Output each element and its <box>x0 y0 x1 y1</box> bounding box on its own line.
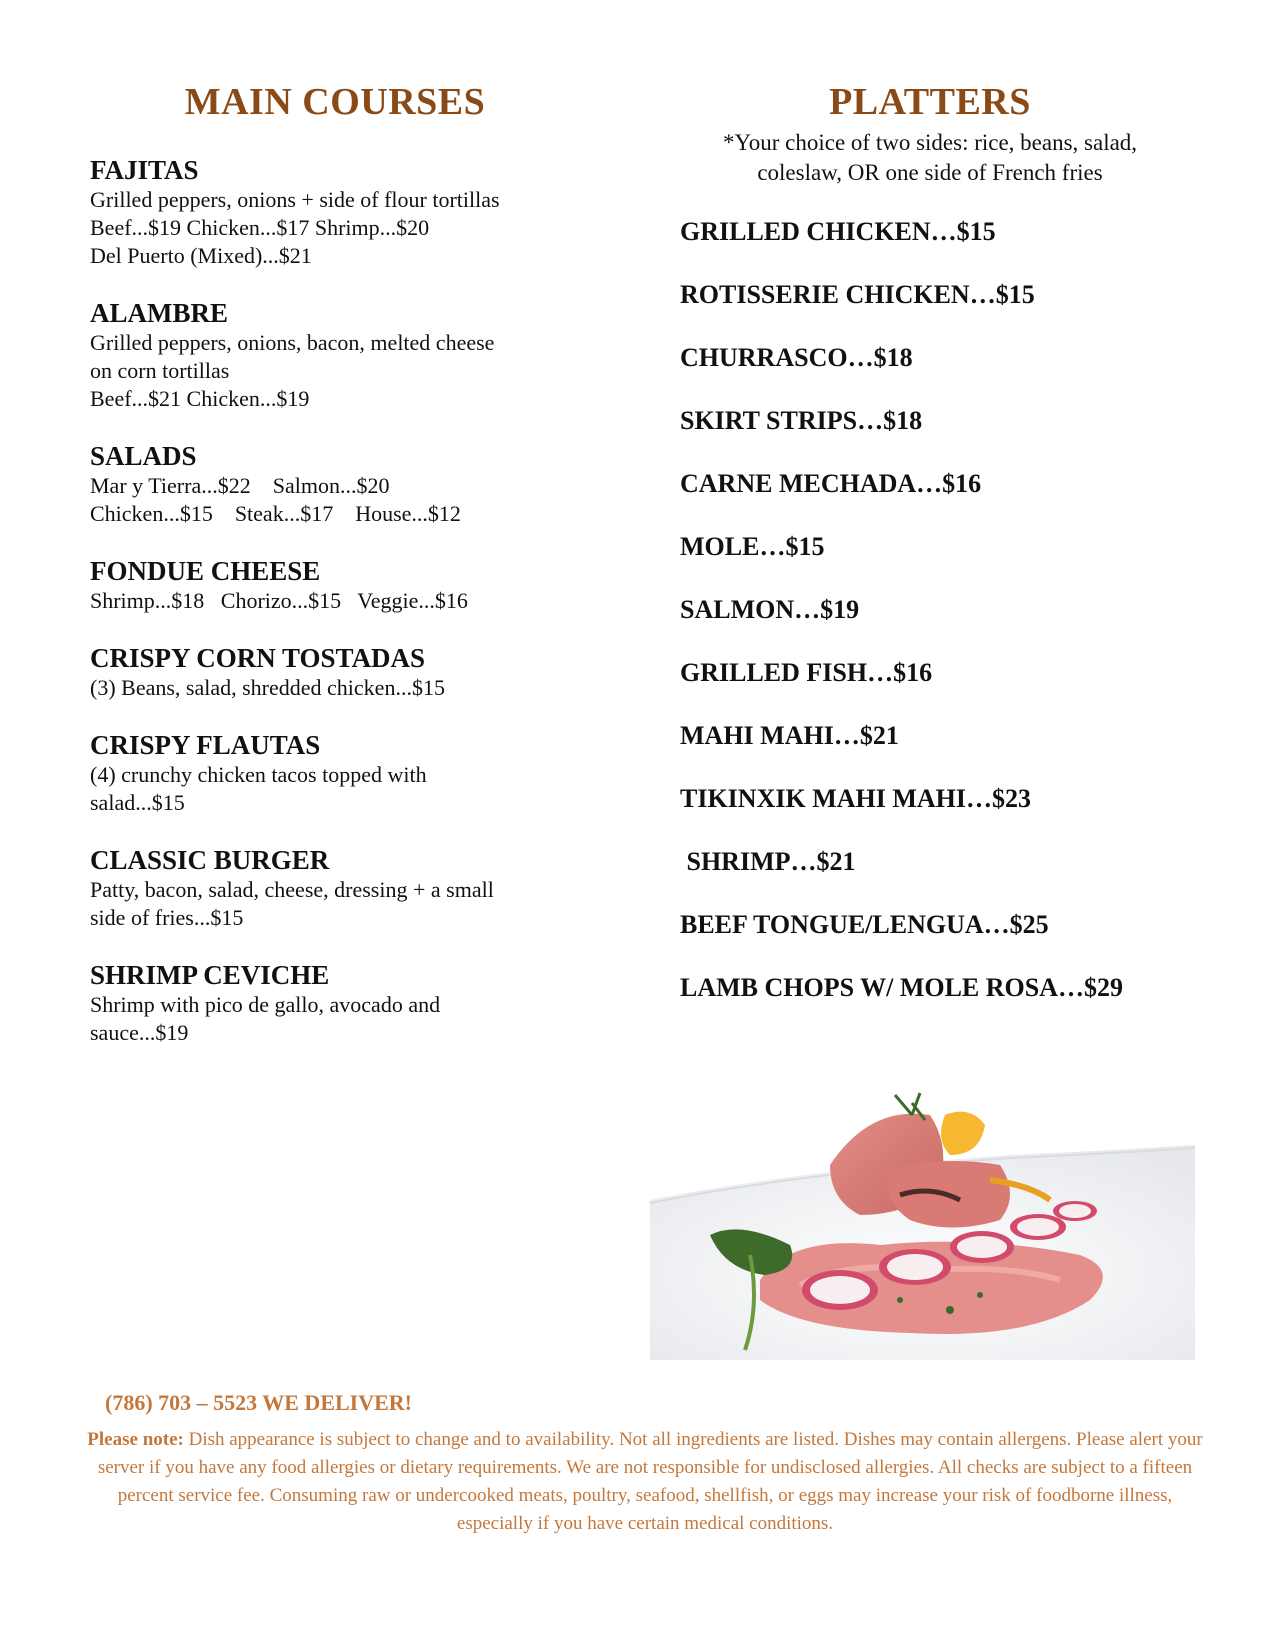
section-title: CLASSIC BURGER <box>90 845 330 875</box>
platters-sides-note: *Your choice of two sides: rice, beans, salad, coleslaw, OR one side of French fries <box>722 130 1138 185</box>
platter-item: BEEF TONGUE/LENGUA…$25 <box>680 910 1049 939</box>
section-line: Grilled peppers, onions + side of flour tortillas <box>90 187 500 212</box>
section-line: Beef...$19 Chicken...$17 Shrimp...$20 <box>90 215 430 240</box>
platter-item: SHRIMP…$21 <box>680 847 856 876</box>
section-title: FONDUE CHEESE <box>90 556 321 586</box>
disclaimer-label: Please note: <box>87 1429 184 1450</box>
disclaimer-text: Dish appearance is subject to change and to availability. Not all ingredients are listed. Dishes may contain allergens. Please alert your server if you have any food allergies or dietary requirements. We are not responsible for undisclosed allergies. All checks are subject to a fifteen percent service fee. Consuming raw or undercooked meats, poultry, seafood, shellfish, or eggs may increase your risk of foodborne illness, especially if you have certain medical conditions. <box>97 1429 1203 1534</box>
disclaimer-note <box>80 1426 1210 1538</box>
section-line: on corn tortillas <box>90 358 230 383</box>
section-line: Chicken...$15 Steak...$17 House...$12 <box>90 501 461 526</box>
menu-section-classic-burger <box>90 844 610 932</box>
section-title: CRISPY FLAUTAS <box>90 730 321 760</box>
platter-item: SKIRT STRIPS…$18 <box>680 406 923 435</box>
main-courses-column <box>90 80 610 1074</box>
platter-item: LAMB CHOPS W/ MOLE ROSA…$29 <box>680 973 1124 1002</box>
section-line: Shrimp...$18 Chorizo...$15 Veggie...$16 <box>90 588 468 613</box>
menu-section-crispy-corn-tostadas <box>90 642 610 702</box>
dish-photo <box>650 1085 1195 1360</box>
menu-section-salads <box>90 440 610 528</box>
platter-item: GRILLED CHICKEN…$15 <box>680 217 996 246</box>
section-title: SALADS <box>90 441 197 471</box>
section-line: side of fries...$15 <box>90 905 244 930</box>
menu-section-shrimp-ceviche <box>90 959 610 1047</box>
platter-item: CARNE MECHADA…$16 <box>680 469 982 498</box>
platters-heading: PLATTERS <box>829 81 1031 123</box>
platter-item: MOLE…$15 <box>680 532 825 561</box>
section-line: Shrimp with pico de gallo, avocado and <box>90 992 441 1017</box>
menu-section-fondue-cheese <box>90 555 610 615</box>
delivery-phone: (786) 703 – 5523 WE DELIVER! <box>105 1390 413 1415</box>
section-line: Del Puerto (Mixed)...$21 <box>90 243 312 268</box>
menu-section-fajitas <box>90 154 610 270</box>
section-line: Mar y Tierra...$22 Salmon...$20 <box>90 473 390 498</box>
section-line: Patty, bacon, salad, cheese, dressing + a small <box>90 877 494 902</box>
section-title: FAJITAS <box>90 155 199 185</box>
platter-item: GRILLED FISH…$16 <box>680 658 933 687</box>
section-line: Beef...$21 Chicken...$19 <box>90 386 310 411</box>
platter-item: MAHI MAHI…$21 <box>680 721 899 750</box>
main-courses-heading: MAIN COURSES <box>184 81 486 123</box>
section-line: salad...$15 <box>90 790 185 815</box>
section-line: sauce...$19 <box>90 1020 189 1045</box>
section-title: CRISPY CORN TOSTADAS <box>90 643 426 673</box>
platters-column <box>680 80 1240 1035</box>
lamb-mole-rosa-illustration <box>650 1085 1195 1360</box>
section-line: (3) Beans, salad, shredded chicken...$15 <box>90 675 445 700</box>
section-title: ALAMBRE <box>90 298 229 328</box>
section-line: (4) crunchy chicken tacos topped with <box>90 762 427 787</box>
section-title: SHRIMP CEVICHE <box>90 960 330 990</box>
platter-item: TIKINXIK MAHI MAHI…$23 <box>680 784 1032 813</box>
platter-item: SALMON…$19 <box>680 595 860 624</box>
section-line: Grilled peppers, onions, bacon, melted cheese <box>90 330 495 355</box>
platter-item: ROTISSERIE CHICKEN…$15 <box>680 280 1035 309</box>
menu-section-alambre <box>90 297 610 413</box>
menu-section-crispy-flautas <box>90 729 610 817</box>
platter-item: CHURRASCO…$18 <box>680 343 913 372</box>
